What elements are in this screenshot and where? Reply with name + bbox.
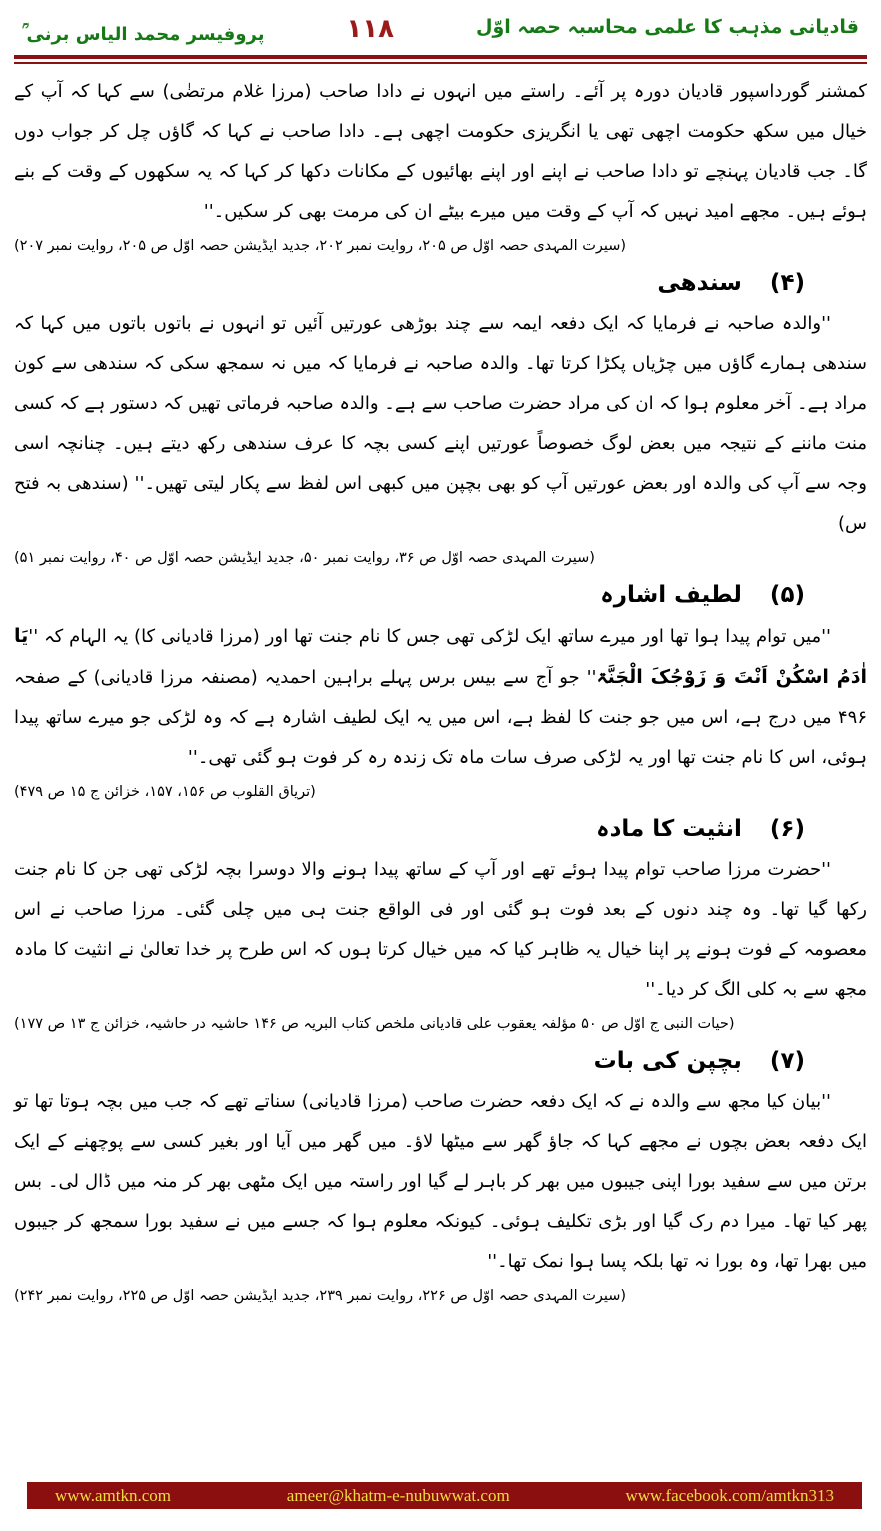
section-5-arabic-quote: یَا اٰدَمُ اسْکُنْ اَنْتَ وَ زَوْجُکَ الْجَنَّۃ: [14, 625, 867, 688]
page-number: ۱۱۸: [346, 14, 395, 44]
footer-website: www.amtkn.com: [55, 1485, 171, 1505]
section-7-citation: (سیرت المہدی حصہ اوّل ص ۲۲۶، روایت نمبر ۲۳۹، جدید ایڈیشن حصہ اوّل ص ۲۲۵، روایت نمبر ۲۴۲): [14, 1288, 627, 1304]
section-5-number: (۵): [769, 582, 805, 608]
intro-paragraph: کمشنر گورداسپور قادیان دورہ پر آئے۔ راستے میں انہوں نے دادا صاحب (مرزا غلام مرتضٰی) سے کہا کہ آپ کے خیال میں سکھ حکومت اچھی تھی یا انگریزی حکومت اچھی ہے۔ دادا صاحب نے کہا کہ گاؤں چل کر جواب دوں گا۔ جب قادیان پہنچے تو دادا صاحب نے اپنے اور اپنے بھائیوں کے مکانات دکھا کر کہا کہ یہ سکھوں کے وقت کے بنے ہوئے ہیں۔ مجھے امید نہیں کہ آپ کے وقت میں میرے بیٹے ان کی مرمت بھی کر سکیں۔'': [14, 81, 867, 222]
footer-email: ameer@khatm-e-nubuwwat.com: [286, 1485, 510, 1505]
section-7-paragraph: ''بیان کیا مجھ سے والدہ نے کہ ایک دفعہ حضرت صاحب (مرزا قادیانی) سناتے تھے کہ جب میں بچہ ہوتا تھا تو ایک دفعہ بعض بچوں نے مجھے کہا کہ جاؤ گھر سے میٹھا لاؤ۔ میں گھر میں آیا اور بغیر کسی سے پوچھنے کے ایک برتن میں سے سفید بورا اپنی جیبوں میں بھر کر باہر لے گیا اور راستہ میں ایک مٹھی بھر کر منہ میں ڈال لی۔ بس پھر کیا تھا۔ میرا دم رک گیا اور بڑی تکلیف ہوئی۔ کیونکہ معلوم ہوا کہ جسے میں نے سفید بورا سمجھ کر جیبوں میں بھرا تھا، وہ بورا نہ تھا بلکہ پسا ہوا نمک تھا۔'': [14, 1091, 867, 1272]
section-7-title: بچپن کی بات: [593, 1048, 742, 1074]
section-6-heading: [14, 816, 867, 842]
section-5-title: لطیف اشارہ: [600, 582, 742, 608]
page-header: [14, 0, 867, 45]
section-5-quote-after: '' جو آج سے بیس برس پہلے براہین احمدیہ (مصنفہ مرزا قادیانی) کے صفحہ ۴۹۶ میں درج ہے، اس میں جو جنت کا لفظ ہے، اس میں یہ ایک لطیف اشارہ ہے کہ وہ لڑکی جو میرے ساتھ پیدا ہوئی، اس کا نام جنت تھا اور یہ لڑکی صرف سات ماہ تک زندہ رہ کر فوت ہو گئی تھی۔'': [14, 667, 867, 768]
section-4-paragraph: ''والدہ صاحبہ نے فرمایا کہ ایک دفعہ ایمہ سے چند بوڑھی عورتیں آئیں تو انہوں نے باتوں باتوں میں کہا کہ سندھی ہمارے گاؤں میں چڑیاں پکڑا کرتا تھا۔ والدہ صاحبہ نے فرمایا کہ میں نہ سمجھ سکی کہ سندھی سے کون مراد ہے۔ آخر معلوم ہوا کہ ان کی مراد حضرت صاحب سے ہے۔ والدہ صاحبہ فرماتی تھیں کہ دستور ہے کہ کسی منت ماننے کے نتیجہ میں بعض لوگ خصوصاً عورتیں اپنے کسی بچہ کا عرف سندھی رکھ دیتے ہیں۔ چنانچہ اسی وجہ سے آپ کی والدہ اور بعض عورتیں آپ کو بھی بچپن میں کبھی اس لفظ سے پکار لیتی تھیں۔'' (سندھی بہ فتح س): [14, 313, 867, 534]
book-title: قادیانی مذہب کا علمی محاسبہ حصہ اوّل: [475, 16, 859, 38]
section-4-number: (۴): [769, 270, 805, 296]
footer-facebook: www.facebook.com/amtkn313: [625, 1485, 834, 1505]
section-5-heading: [14, 582, 867, 608]
intro-citation: (سیرت المہدی حصہ اوّل ص ۲۰۵، روایت نمبر ۲۰۲، جدید ایڈیشن حصہ اوّل ص ۲۰۵، روایت نمبر ۲۰۷): [14, 238, 627, 254]
section-7-number: (۷): [769, 1048, 805, 1074]
section-5-citation: (تریاق القلوب ص ۱۵۶، ۱۵۷، خزائن ج ۱۵ ص ۴۷۹): [14, 784, 316, 800]
section-5-paragraph: [14, 616, 867, 778]
header-divider-rule: [14, 55, 867, 64]
section-7-heading: [14, 1048, 867, 1074]
author-name: پروفیسر محمد الیاس برنی ؒ: [22, 24, 265, 45]
section-6-title: انثیت کا مادہ: [596, 816, 742, 842]
section-6-paragraph: ''حضرت مرزا صاحب توام پیدا ہوئے تھے اور آپ کے ساتھ پیدا ہونے والا دوسرا بچہ لڑکی تھی جن کا نام جنت رکھا گیا تھا۔ وہ چند دنوں کے بعد فوت ہو گئی اور فی الواقع جنت ہی میں چلی گئی۔ مرزا صاحب نے اس معصومہ کے فوت ہونے پر اپنا خیال یہ ظاہر کیا کہ میں خیال کرتا ہوں کہ اس طرح پر خدا تعالیٰ نے انثیت کا مادہ مجھ سے بہ کلی الگ کر دیا۔'': [14, 859, 867, 1000]
page-footer: [27, 1482, 862, 1509]
section-6-number: (۶): [769, 816, 805, 842]
section-5-quote-before: ''میں توام پیدا ہوا تھا اور میرے ساتھ ایک لڑکی تھی جس کا نام جنت تھا اور (مرزا قادیانی کا) یہ الہام کہ '': [28, 626, 831, 647]
section-6-citation: (حیات النبی ج اوّل ص ۵۰ مؤلفہ یعقوب علی قادیانی ملخص کتاب البریہ ص ۱۴۶ حاشیہ در حاشیہ، خزائن ج ۱۳ ص ۱۷۷): [14, 1016, 735, 1032]
section-4-citation: (سیرت المہدی حصہ اوّل ص ۳۶، روایت نمبر ۵۰، جدید ایڈیشن حصہ اوّل ص ۴۰، روایت نمبر ۵۱): [14, 550, 595, 566]
section-4-title: سندھی: [657, 270, 742, 296]
section-4-heading: [14, 270, 867, 296]
